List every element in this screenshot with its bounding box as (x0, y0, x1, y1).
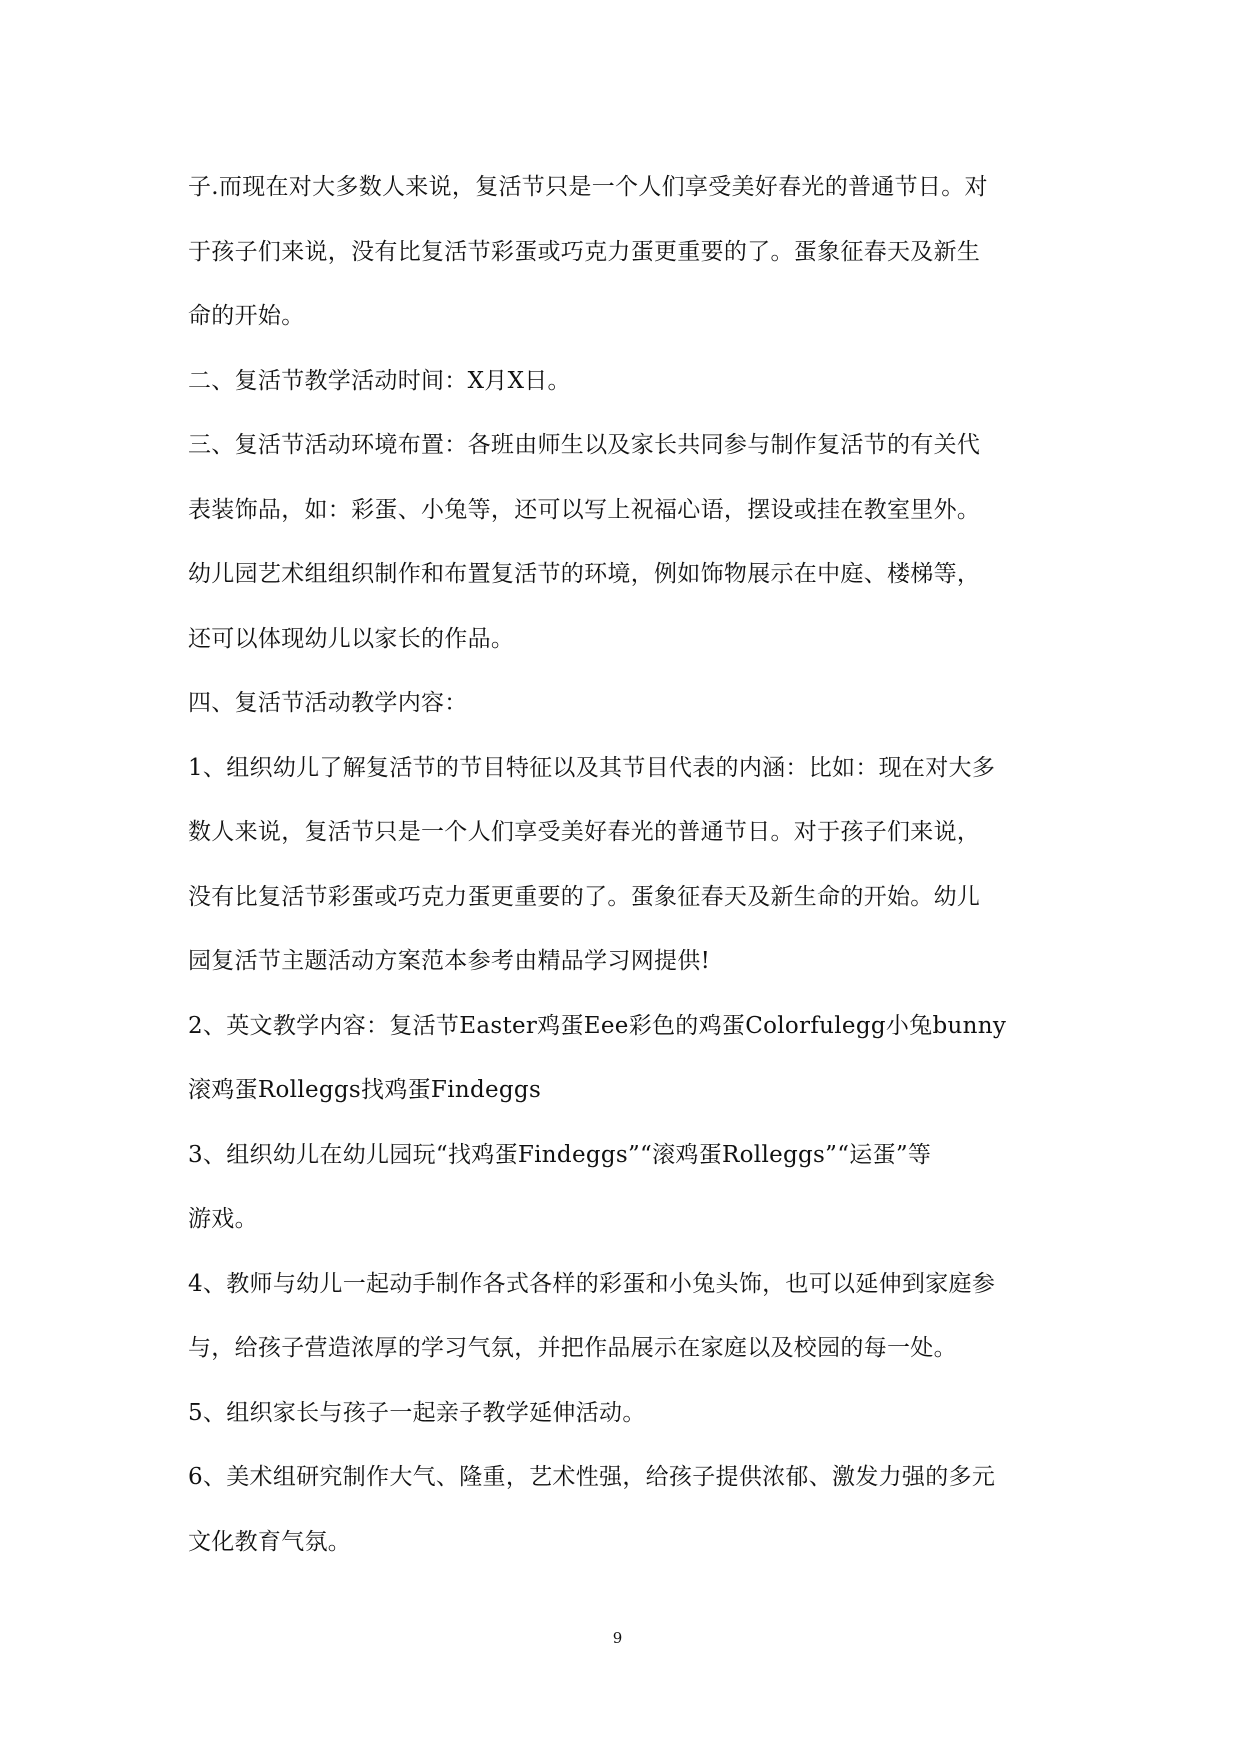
text-line: 子.而现在对大多数人来说，复活节只是一个人们享受美好春光的普通节日。对 (188, 174, 988, 200)
text-line: 数人来说，复活节只是一个人们享受美好春光的普通节日。对于孩子们来说， (188, 819, 981, 845)
list-item: 5、组织家长与孩子一起亲子教学延伸活动。 (188, 1399, 646, 1426)
section-heading: 三、复活节活动环境布置：各班由师生以及家长共同参与制作复活节的有关代 (188, 432, 981, 458)
text-line: 没有比复活节彩蛋或巧克力蛋更重要的了。蛋象征春天及新生命的开始。幼儿 (188, 883, 981, 910)
list-item: 4、教师与幼儿一起动手制作各式各样的彩蛋和小兔头饰，也可以延伸到家庭参 (188, 1270, 996, 1297)
text-line: 与，给孩子营造浓厚的学习气氛，并把作品展示在家庭以及校园的每一处。 (188, 1335, 957, 1361)
text-line: 滚鸡蛋Rolleggs找鸡蛋Findeggs (188, 1077, 542, 1103)
section-heading: 四、复活节活动教学内容： (188, 690, 468, 716)
text-line: 还可以体现幼儿以家长的作品。 (188, 625, 515, 652)
page-number: 9 (612, 1629, 623, 1647)
text-line: 表装饰品，如：彩蛋、小兔等，还可以写上祝福心语，摆设或挂在教室里外。 (188, 496, 981, 523)
text-line: 文化教育气氛。 (188, 1528, 352, 1555)
list-item: 1、组织幼儿了解复活节的节目特征以及其节目代表的内涵：比如：现在对大多 (188, 754, 996, 781)
body-text (188, 155, 1053, 1574)
text-line: 幼儿园艺术组组织制作和布置复活节的环境，例如饰物展示在中庭、楼梯等， (188, 561, 981, 587)
text-line: 于孩子们来说，没有比复活节彩蛋或巧克力蛋更重要的了。蛋象征春天及新生 (188, 238, 981, 265)
section-heading: 二、复活节教学活动时间：X月X日。 (188, 367, 571, 394)
text-line: 园复活节主题活动方案范本参考由精品学习网提供! (188, 948, 711, 974)
list-item: 6、美术组研究制作大气、隆重，艺术性强，给孩子提供浓郁、激发力强的多元 (188, 1464, 996, 1490)
text-line: 游戏。 (188, 1206, 258, 1232)
list-item: 2、英文教学内容：复活节Easter鸡蛋Eee彩色的鸡蛋Colorfulegg小兔bunny (188, 1012, 1007, 1039)
text-line: 命的开始。 (188, 303, 305, 329)
list-item: 3、组织幼儿在幼儿园玩“找鸡蛋Findeggs”“滚鸡蛋Rolleggs”“运蛋”等 (188, 1141, 932, 1168)
